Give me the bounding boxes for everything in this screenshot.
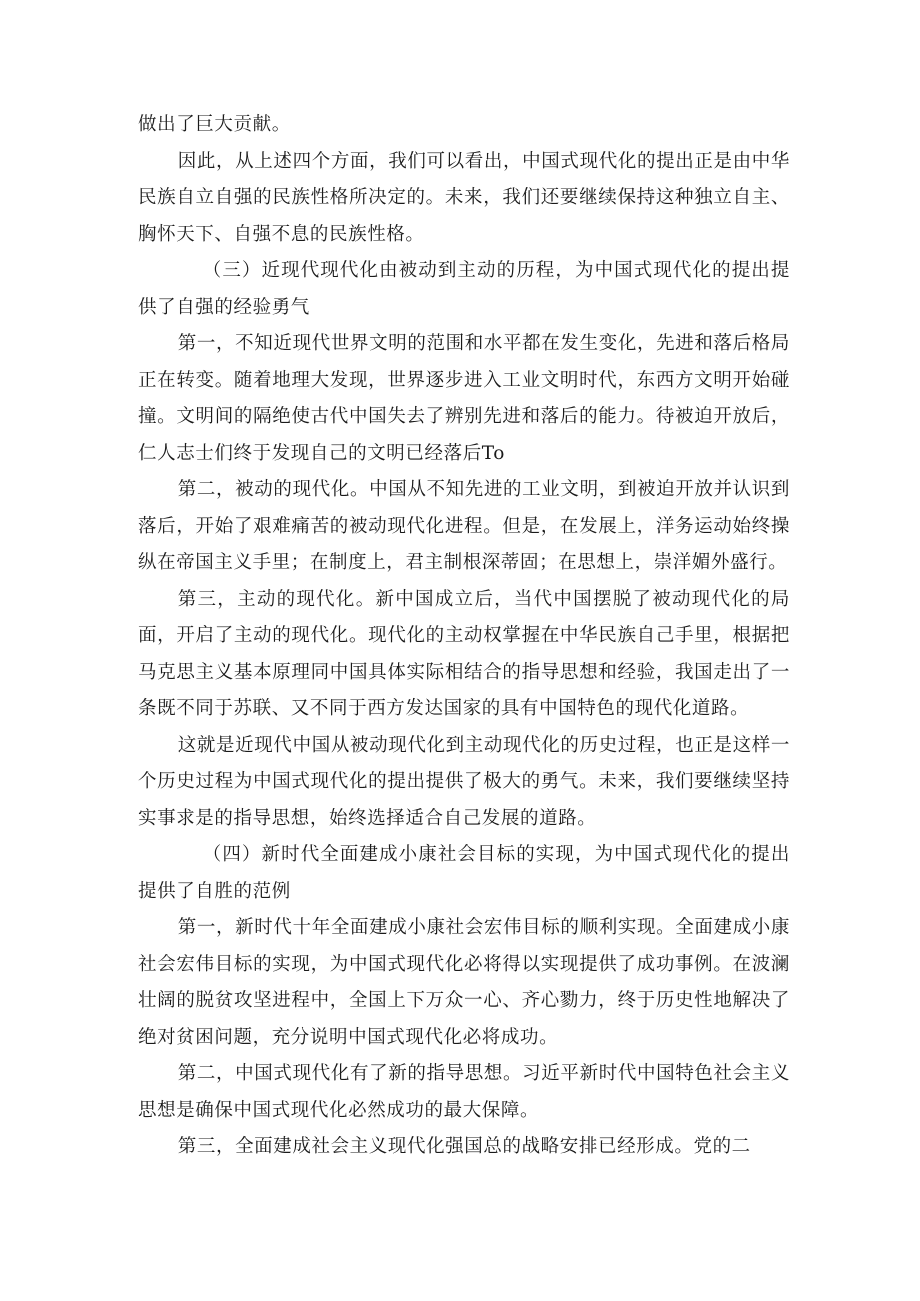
paragraph-third-3: 第三，主动的现代化。新中国成立后，当代中国摆脱了被动现代化的局面，开启了主动的现代化。现代化的主动权掌握在中华民族自己手里，根据把马克思主义基本原理同中国具体实际相结合的指导思想和经验，我国走出了一条既不同于苏联、又不同于西方发达国家的具有中国特色的现代化道路。 [138,588,790,719]
paragraph-continuation: 做出了巨大贡献。 [138,114,291,135]
paragraph-first-4: 第一，新时代十年全面建成小康社会宏伟目标的顺利实现。全面建成小康社会宏伟目标的实现，为中国式现代化必将得以实现提供了成功事例。在波澜壮阔的脱贫攻坚进程中，全国上下万众一心、齐心勠力，终于历史性地解决了绝对贫困问题，充分说明中国式现代化必将成功。 [138,917,790,1048]
document-body [138,107,790,1166]
paragraph-second-3: 第二，被动的现代化。中国从不知先进的工业文明，到被迫开放并认识到落后，开始了艰难痛苦的被动现代化进程。但是，在发展上，洋务运动始终操纵在帝国主义手里；在制度上，君主制根深蒂固；在思想上，崇洋媚外盛行。 [138,479,790,573]
section-heading-3: （三）近现代现代化由被动到主动的历程，为中国式现代化的提出提供了自强的经验勇气 [138,260,790,318]
paragraph-third-4: 第三，全面建成社会主义现代化强国总的战略安排已经形成。党的二 [177,1136,751,1157]
paragraph-second-4: 第二，中国式现代化有了新的指导思想。习近平新时代中国特色社会主义思想是确保中国式现代化必然成功的最大保障。 [138,1063,790,1121]
section-heading-4: （四）新时代全面建成小康社会目标的实现，为中国式现代化的提出提供了自胜的范例 [138,844,790,902]
paragraph-conclusion: 因此，从上述四个方面，我们可以看出，中国式现代化的提出正是由中华民族自立自强的民族性格所决定的。未来，我们还要继续保持这种独立自主、胸怀天下、自强不息的民族性格。 [138,150,790,245]
paragraph-first-3: 第一，不知近现代世界文明的范围和水平都在发生变化，先进和落后格局正在转变。随着地理大发现，世界逐步进入工业文明时代，东西方文明开始碰撞。文明间的隔绝使古代中国失去了辨别先进和落后的能力。待被迫开放后，仁人志士们终于发现自己的文明已经落后To [138,333,790,464]
paragraph-summary-3: 这就是近现代中国从被动现代化到主动现代化的历史过程，也正是这样一个历史过程为中国式现代化的提出提供了极大的勇气。未来，我们要继续坚持实事求是的指导思想，始终选择适合自己发展的道路。 [138,734,790,829]
